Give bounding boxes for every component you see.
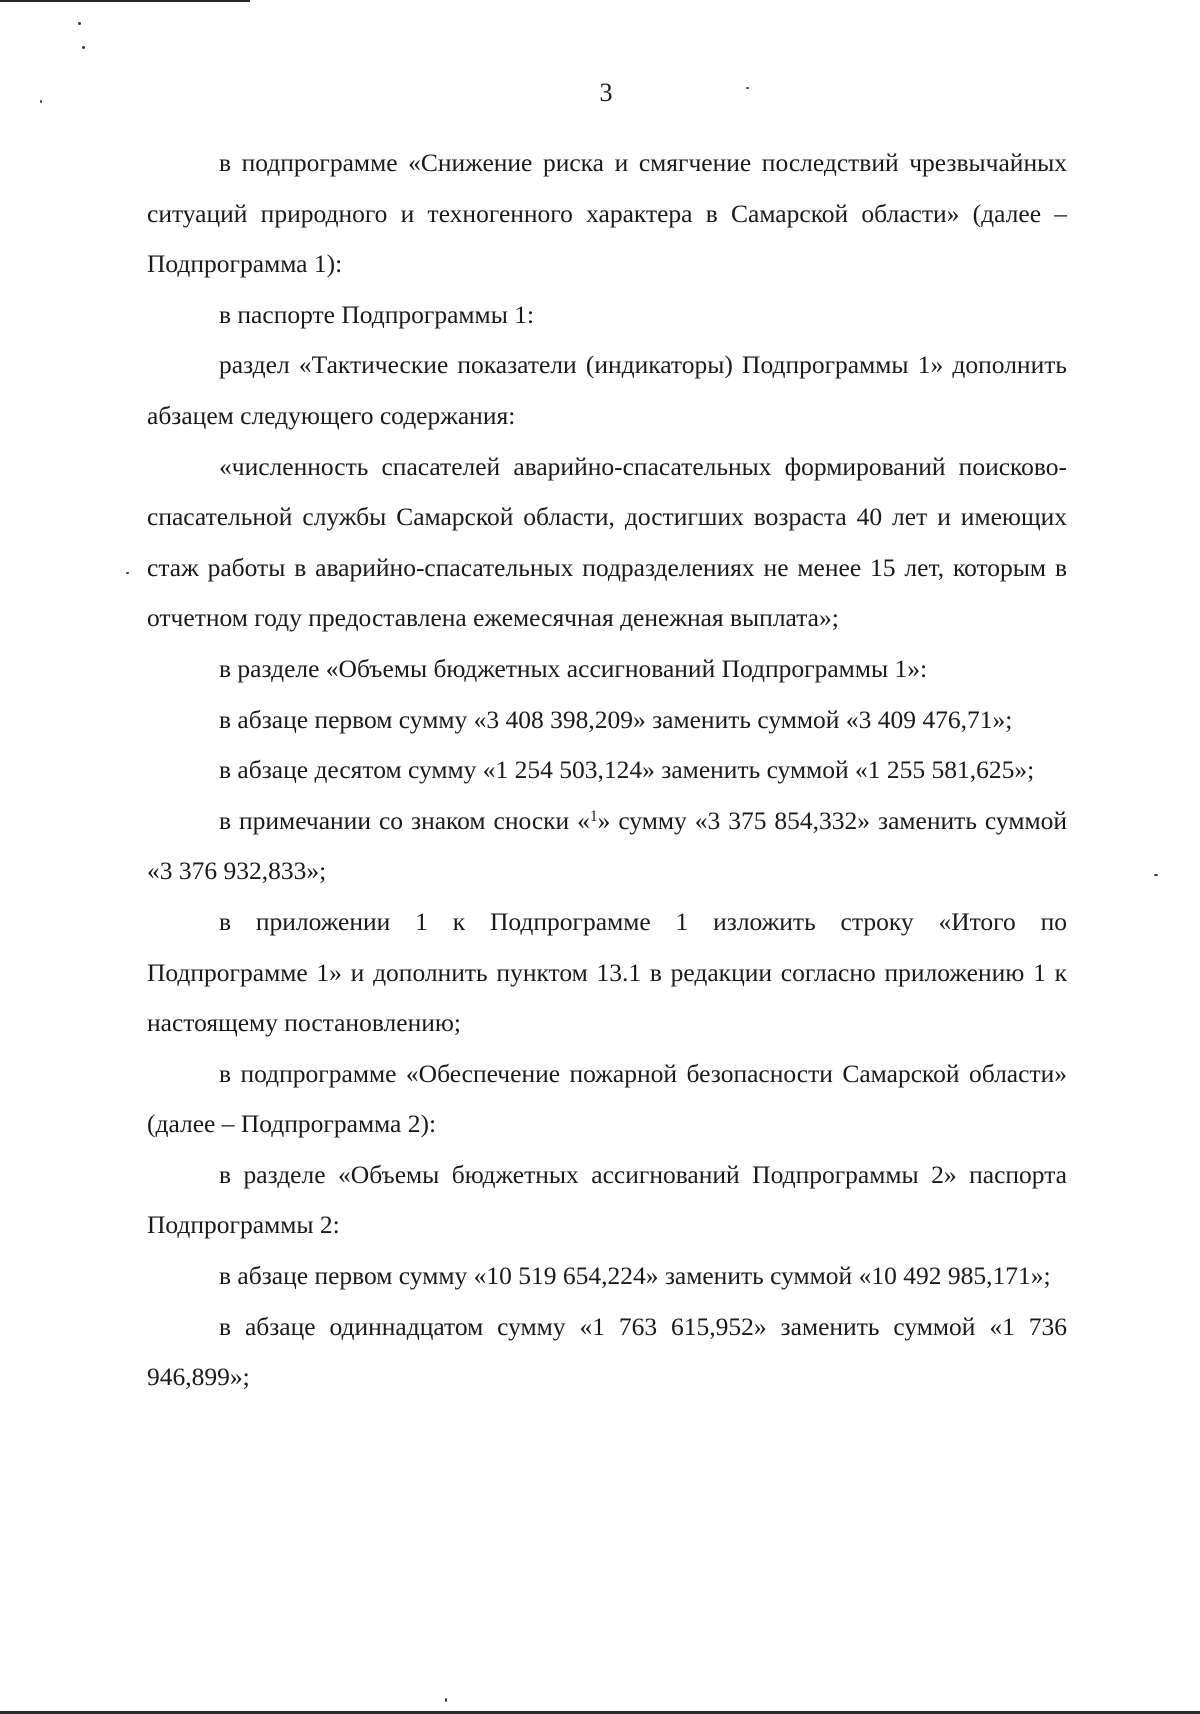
scan-speck <box>445 1698 447 1702</box>
page-number: 3 <box>599 78 613 107</box>
document-body <box>147 138 1067 1403</box>
paragraph: в паспорте Подпрограммы 1: <box>219 299 535 329</box>
paragraph: «численность спасателей аварийно-спасательных формирований поисково-спасательной службы Самарской области, достигших возраста 40 лет и имеющих стаж работы в аварийно-спасательных подразделениях не менее 15 лет, которым в отчетном году предоставлена ежемесячная денежная выплата»; <box>147 451 1067 633</box>
paragraph: раздел «Тактические показатели (индикаторы) Подпрограммы 1» дополнить абзацем следующего содержания: <box>147 350 1067 430</box>
paragraph: в подпрограмме «Обеспечение пожарной безопасности Самарской области» (далее – Подпрограмма 2): <box>147 1058 1067 1139</box>
paragraph-footnote-note <box>147 796 1067 897</box>
scan-speck <box>82 46 85 49</box>
paragraph: в приложении 1 к Подпрограмме 1 изложить строку «Итого по Подпрограмме 1» и дополнить пунктом 13.1 в редакции согласно приложению 1 к настоящему постановлению; <box>147 906 1067 1038</box>
scan-speck <box>1154 874 1158 876</box>
paragraph: в абзаце первом сумму «10 519 654,224» заменить суммой «10 492 985,171»; <box>219 1261 1051 1291</box>
paragraph-text: в примечании со знаком сноски « <box>219 805 590 835</box>
paragraph: в разделе «Объемы бюджетных ассигнований Подпрограммы 1»: <box>219 653 928 683</box>
paragraph: в подпрограмме «Снижение риска и смягчение последствий чрезвычайных ситуаций природного и техногенного характера в Самарской области» (далее – Подпрограмма 1): <box>147 148 1067 279</box>
scan-edge-top <box>0 0 250 2</box>
paragraph: в абзаце десятом сумму «1 254 503,124» заменить суммой «1 255 581,625»; <box>219 755 1035 785</box>
paragraph: в разделе «Объемы бюджетных ассигнований Подпрограммы 2» паспорта Подпрограммы 2: <box>147 1159 1067 1240</box>
paragraph-text: » сумму «3 375 854,332» заменить суммой «3 376 932,833»; <box>147 805 1067 886</box>
paragraph: в абзаце одиннадцатом сумму «1 763 615,952» заменить суммой «1 736 946,899»; <box>147 1311 1067 1392</box>
scan-speck <box>126 572 129 574</box>
scan-speck <box>78 22 81 25</box>
footnote-marker: 1 <box>589 808 598 826</box>
paragraph: в абзаце первом сумму «3 408 398,209» заменить суммой «3 409 476,71»; <box>219 704 1013 734</box>
